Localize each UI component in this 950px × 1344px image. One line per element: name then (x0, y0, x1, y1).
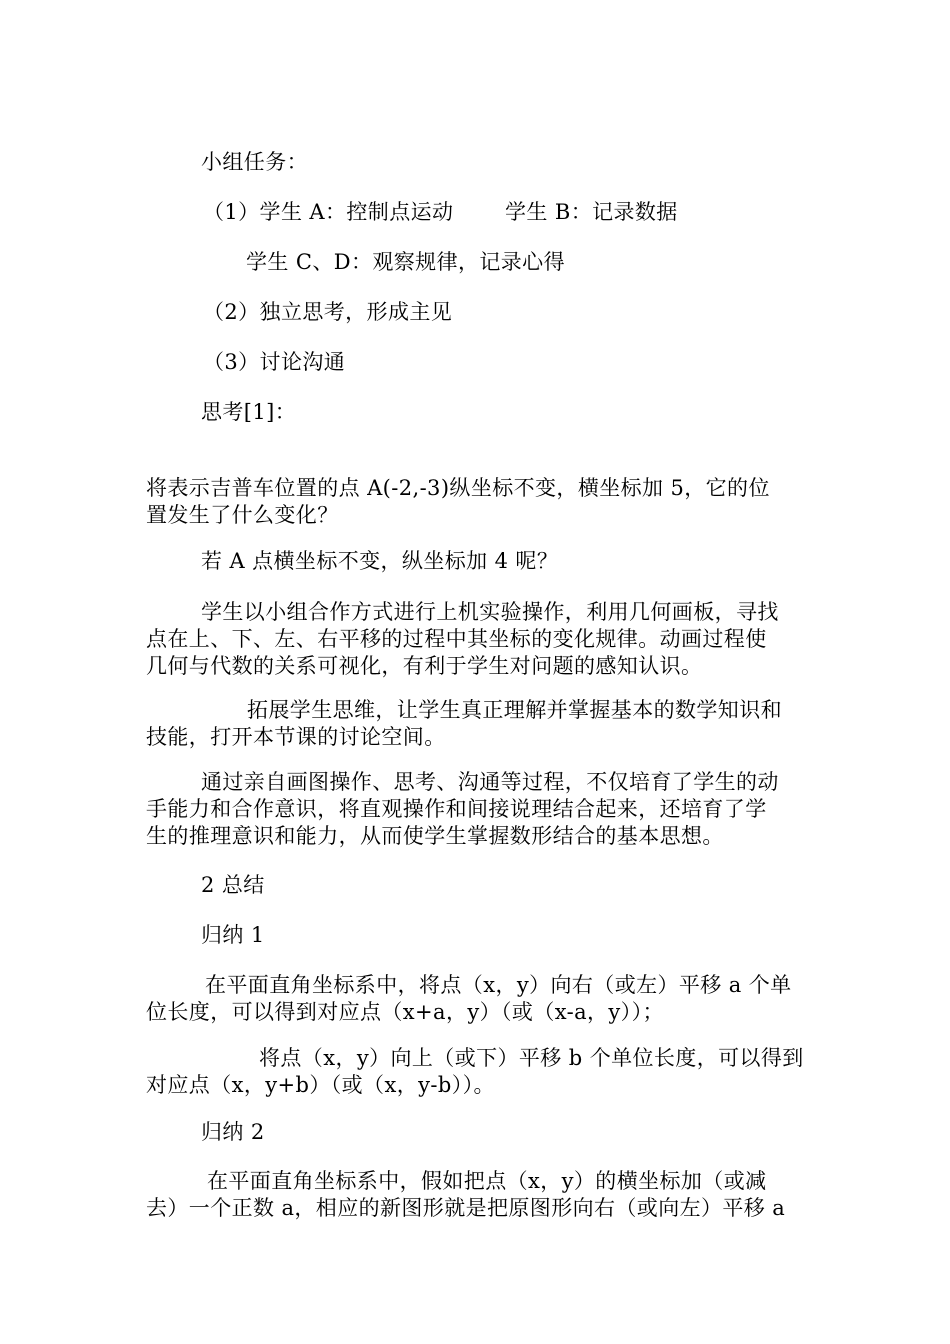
group-task-heading: 小组任务： (201, 150, 308, 174)
induction2-line: 在平面直角坐标系中，假如把点（x，y）的横坐标加（或减 (207, 1169, 767, 1193)
induction2-line: 去）一个正数 a，相应的新图形就是把原图形向右（或向左）平移 a (146, 1196, 786, 1220)
para1-line: 几何与代数的关系可视化，有利于学生对问题的感知认识。 (146, 654, 703, 678)
para1-line: 学生以小组合作方式进行上机实验操作，利用几何画板，寻找 (201, 600, 779, 624)
para3-line: 手能力和合作意识，将直观操作和间接说理结合起来，还培育了学 (146, 797, 767, 821)
induction2-heading: 归纳 2 (201, 1120, 265, 1144)
task1-student-a: （1）学生 A：控制点运动 (203, 200, 454, 224)
para1-paragraph (146, 599, 810, 680)
para3-paragraph (146, 769, 810, 850)
para3-line: 生的推理意识和能力，从而使学生掌握数形结合的基本思想。 (146, 824, 724, 848)
induction1-line: 位长度，可以得到对应点（x+a，y）（或（x-a，y））； (146, 1000, 664, 1024)
para2-line: 技能，打开本节课的讨论空间。 (146, 725, 446, 749)
task3-item: （3）讨论沟通 (203, 350, 346, 374)
task2-item: （2）独立思考，形成主见 (203, 300, 453, 324)
para3-line: 通过亲自画图操作、思考、沟通等过程，不仅培育了学生的动 (201, 770, 779, 794)
question1-paragraph (146, 475, 810, 529)
para2-paragraph (146, 697, 810, 751)
induction1-heading: 归纳 1 (201, 923, 265, 947)
task1-student-b: 学生 B：记录数据 (505, 200, 678, 224)
induction2-paragraph (146, 1168, 810, 1222)
induction1-paragraph (146, 972, 810, 1026)
induction1b-line: 对应点（x，y+b）（或（x，y-b））。 (146, 1073, 495, 1097)
summary-heading: 2 总结 (201, 873, 265, 897)
induction1b-line: 将点（x，y）向上（或下）平移 b 个单位长度，可以得到 (259, 1046, 804, 1070)
para2-line: 拓展学生思维，让学生真正理解并掌握基本的数学知识和 (247, 698, 782, 722)
induction1b-paragraph (146, 1045, 810, 1099)
think-heading: 思考[1]： (201, 400, 297, 424)
question1-line: 置发生了什么变化？ (146, 503, 339, 527)
induction1-line: 在平面直角坐标系中，将点（x，y）向右（或左）平移 a 个单 (205, 973, 792, 997)
question2-paragraph: 若 A 点横坐标不变，纵坐标加 4 呢？ (201, 549, 559, 573)
question1-line: 将表示吉普车位置的点 A(-2,-3)纵坐标不变，横坐标加 5，它的位 (146, 476, 770, 500)
para1-line: 点在上、下、左、右平移的过程中其坐标的变化规律。动画过程使 (146, 627, 767, 651)
task1-students-cd: 学生 C、D：观察规律，记录心得 (246, 250, 565, 274)
